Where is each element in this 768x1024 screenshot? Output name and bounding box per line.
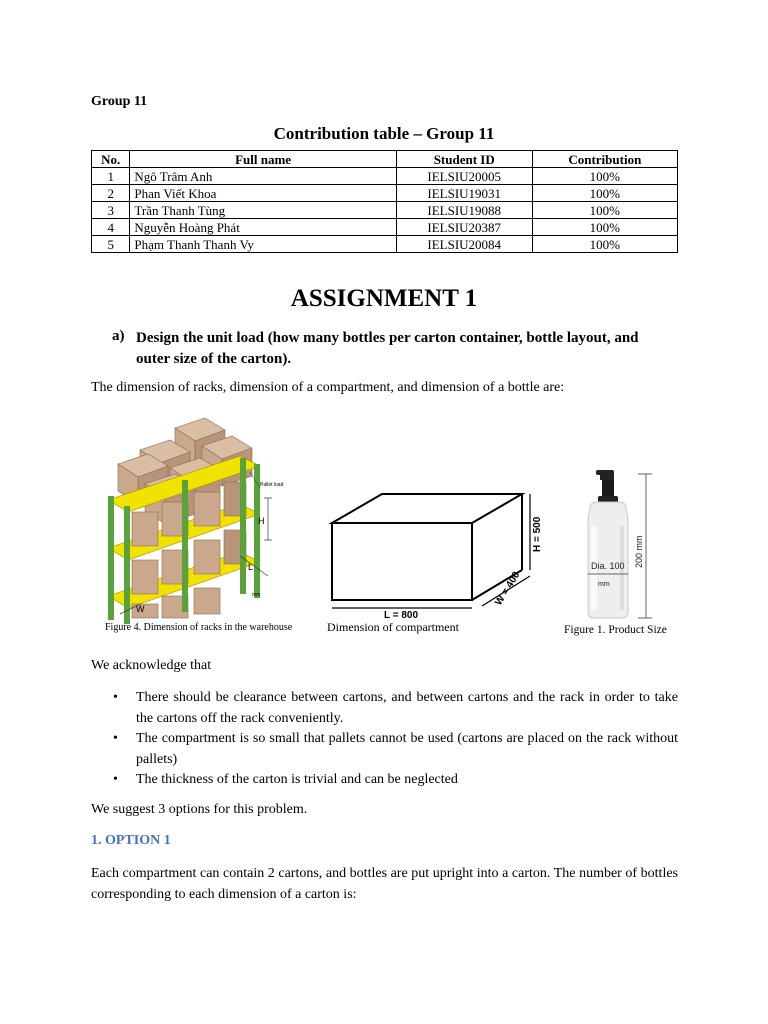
table-row xyxy=(92,219,678,236)
cell-no: 2 xyxy=(92,185,130,202)
bottle-icon xyxy=(588,470,628,618)
cell-contribution: 100% xyxy=(532,219,677,236)
compartment-figure xyxy=(322,478,562,638)
list-item xyxy=(91,688,678,729)
column-header: Full name xyxy=(130,151,396,168)
cell-full-name: Phan Viết Khoa xyxy=(130,185,396,202)
cell-full-name: Phạm Thanh Thanh Vy xyxy=(130,236,396,253)
table-header-row xyxy=(92,151,678,168)
cell-full-name: Nguyễn Hoàng Phát xyxy=(130,219,396,236)
column-header: Student ID xyxy=(396,151,532,168)
rack-label-mm: mm xyxy=(252,592,261,598)
list-item xyxy=(91,729,678,770)
compartment-box xyxy=(332,494,522,600)
cell-contribution: 100% xyxy=(532,168,677,185)
list-item xyxy=(91,770,678,791)
bottle-figure xyxy=(560,462,680,640)
column-header: No. xyxy=(92,151,130,168)
cell-student-id: IELSIU19031 xyxy=(396,185,532,202)
cell-no: 3 xyxy=(92,202,130,219)
cell-student-id: IELSIU20005 xyxy=(396,168,532,185)
cell-full-name: Ngô Trâm Anh xyxy=(130,168,396,185)
acknowledge-intro: We acknowledge that xyxy=(91,658,212,673)
assumptions-list xyxy=(91,688,678,791)
bottle-label-dia: Dia. 100 xyxy=(591,561,625,571)
dimension-intro: The dimension of racks, dimension of a compartment, and dimension of a bottle are: xyxy=(91,380,565,395)
list-item-text: There should be clearance between cartons, and between cartons and the rack in order to take the cartons off the rack conveniently. xyxy=(136,690,678,726)
bullet-icon: • xyxy=(113,772,118,787)
option-1-heading: 1. OPTION 1 xyxy=(91,833,171,848)
rack-label-h: H xyxy=(258,516,265,526)
contribution-table-title: Contribution table – Group 11 xyxy=(273,124,495,143)
cell-contribution: 100% xyxy=(532,236,677,253)
assignment-title: ASSIGNMENT 1 xyxy=(290,285,478,312)
table-row xyxy=(92,168,678,185)
compartment-figure-caption: Dimension of compartment xyxy=(327,620,459,634)
cell-no: 4 xyxy=(92,219,130,236)
cell-contribution: 100% xyxy=(532,185,677,202)
column-header: Contribution xyxy=(532,151,677,168)
bottle-label-mm: mm xyxy=(598,581,610,588)
cell-no: 1 xyxy=(92,168,130,185)
cell-contribution: 100% xyxy=(532,202,677,219)
table-row xyxy=(92,202,678,219)
cell-no: 5 xyxy=(92,236,130,253)
table-row xyxy=(92,236,678,253)
rack-label-l: L xyxy=(248,562,254,572)
list-item-text: The compartment is so small that pallets cannot be used (cartons are placed on the rack without pallets) xyxy=(136,731,678,767)
option-1-paragraph: Each compartment can contain 2 cartons, and bottles are put upright into a carton. The number of bottles corresponding to each dimension of a carton is: xyxy=(91,866,678,902)
bottle-label-height: 200 mm xyxy=(634,535,644,568)
compartment-label-w: W = 400 xyxy=(493,569,523,608)
rack-label-pallet: Pallet load xyxy=(260,482,284,488)
table-row xyxy=(92,185,678,202)
list-item-text: The thickness of the carton is trivial and can be neglected xyxy=(136,772,458,787)
bullet-icon: • xyxy=(113,690,118,705)
cell-student-id: IELSIU20387 xyxy=(396,219,532,236)
suggest-paragraph: We suggest 3 options for this problem. xyxy=(91,802,308,817)
rack-figure-caption: Figure 4. Dimension of racks in the warehouse xyxy=(105,622,293,633)
compartment-label-h: H = 500 xyxy=(532,516,543,552)
bullet-icon: • xyxy=(113,731,118,746)
compartment-label-l: L = 800 xyxy=(384,610,419,621)
cell-student-id: IELSIU20084 xyxy=(396,236,532,253)
bottle-figure-caption: Figure 1. Product Size xyxy=(564,624,667,636)
question-text: Design the unit load (how many bottles per carton container, bottle layout, and outer size of the carton). xyxy=(136,330,639,367)
rack-figure xyxy=(90,408,310,640)
cell-full-name: Trần Thanh Tùng xyxy=(130,202,396,219)
group-label: Group 11 xyxy=(91,94,148,109)
contribution-table xyxy=(91,150,678,253)
cell-student-id: IELSIU19088 xyxy=(396,202,532,219)
rack-label-w: W xyxy=(136,604,145,614)
question-label: a) xyxy=(112,328,125,344)
